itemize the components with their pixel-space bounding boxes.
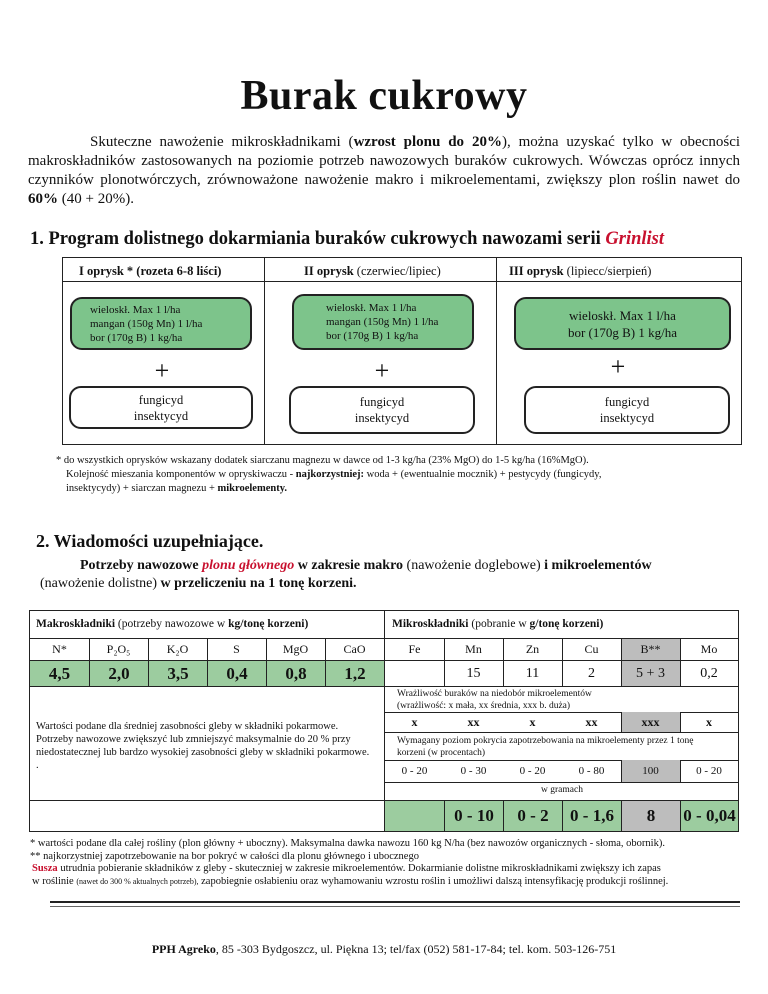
micro-header-mo: Mo xyxy=(700,642,718,656)
macro-col-line xyxy=(325,638,326,660)
macro-title: Makroskładniki (potrzeby nawozowe w kg/tonę korzeni) xyxy=(36,618,309,630)
grams-label: w gramach xyxy=(541,785,583,795)
sensitivity-label: Wrażliwość buraków na niedobór mikroelementów (wrażliwość: x mała, xx średnia, xxx b. duża) xyxy=(397,689,592,711)
pesticide-line: insektycyd xyxy=(354,411,410,425)
program-header-divider xyxy=(62,281,742,282)
macro-col-line xyxy=(266,638,267,660)
micro-col-line xyxy=(680,760,681,782)
grams-mo: 0 - 0,04 xyxy=(680,801,738,831)
coverage-bottom-divider xyxy=(385,782,739,783)
macro-header-mgo: MgO xyxy=(282,642,309,656)
plus-icon-3: + xyxy=(610,352,626,381)
macro-col-line xyxy=(148,638,149,660)
coverage-mn: 0 - 30 xyxy=(460,765,487,777)
pesticide-line: insektycyd xyxy=(599,411,655,425)
intro-paragraph: Skuteczne nawożenie mikroskładnikami (wzrost plonu do 20%), można uzyskać tylko w obecności makroskładników zastosowanych na poziomie potrzeb nawozowych buraków cukrowych. Wówczas oprócz innych czynników plonotwórczych, zrównoważone nawożenie makro i mikroelementami, zwiększy plon roślin nawet do 60% (40 + 20%). xyxy=(28,134,741,207)
grams-cu: 0 - 1,6 xyxy=(562,801,621,831)
page-title: Burak cukrowy xyxy=(240,73,528,119)
sensitivity-zn: x xyxy=(529,714,536,729)
micro-header-zn: Zn xyxy=(525,642,540,656)
section-1-heading: 1. Program dolistnego dokarmiania buraków cukrowych nawozami serii Grinlist xyxy=(30,229,665,249)
micro-col-line xyxy=(680,638,681,686)
grams-b: 8 xyxy=(621,801,680,831)
pesticide-line: fungicyd xyxy=(138,392,184,407)
sensitivity-fe: x xyxy=(411,714,418,729)
footnote-3: Susza utrudnia pobieranie składników z gleby - skuteczniej w zakresie mikroelementów. Dokarmianie dolistne mikroskładnikami zwiększy ich zapas xyxy=(32,863,661,874)
coverage-b: 100 xyxy=(621,760,680,782)
pesticide-line: fungicyd xyxy=(359,395,405,409)
micro-header-cu: Cu xyxy=(584,642,599,656)
sensitivity-cu: xx xyxy=(585,714,598,729)
fertilizer-line: mangan (150g Mn) 1 l/ha xyxy=(90,317,203,330)
macro-col-line xyxy=(207,638,208,660)
fertilizer-box-3 xyxy=(514,297,731,350)
macro-header-s: S xyxy=(233,642,240,656)
micro-uptake-b: 5 + 3 xyxy=(621,661,680,686)
pesticide-box-2 xyxy=(289,386,475,434)
fertilizer-line: bor (170g B) 1 kg/ha xyxy=(567,324,678,340)
micro-col-line xyxy=(621,638,622,686)
macro-value-mgo: 0,8 xyxy=(266,661,325,686)
pesticide-line: fungicyd xyxy=(604,395,650,409)
section-2-heading: 2. Wiadomości uzupełniające. xyxy=(36,531,264,551)
program-col-divider-1 xyxy=(264,257,265,445)
fertilizer-line: wieloskł. Max 1 l/ha xyxy=(326,302,417,314)
macro-header-p2o5: P₂O₅ xyxy=(106,642,131,656)
macro-value-p2o5: 2,0 xyxy=(89,661,148,686)
micro-title: Mikroskładniki (pobranie w g/tonę korzeni) xyxy=(392,618,604,630)
micro-header-b: B** xyxy=(621,639,680,660)
macro-bottom-divider xyxy=(29,800,385,801)
fertilizer-box-2 xyxy=(292,294,474,350)
macro-header-k2o: K₂O xyxy=(166,642,189,656)
micro-header-fe: Fe xyxy=(408,642,421,656)
macro-col-line xyxy=(89,638,90,660)
footer-contact: PPH Agreko, 85 -303 Bydgoszcz, ul. Piękna 13; tel/fax (052) 581-17-84; tel. kom. 503-126-751 xyxy=(151,942,617,956)
coverage-label: Wymagany poziom pokrycia zapotrzebowania na mikroelementy przez 1 tonę korzeni (w procentach) xyxy=(397,736,694,758)
micro-col-line xyxy=(444,638,445,686)
macro-value-s: 0,4 xyxy=(207,661,266,686)
footnote-1: * wartości podane dla całej rośliny (plon główny + uboczny). Maksymalna dawka nawozu 160 kg N/ha (bez nawozów organicznych - słoma, obornik). xyxy=(30,838,665,849)
macro-header-cao: CaO xyxy=(343,642,366,656)
fertilizer-line: bor (170g B) 1 kg/ha xyxy=(90,331,183,344)
col-head-2: II oprysk (czerwiec/lipiec) xyxy=(304,264,441,278)
coverage-mo: 0 - 20 xyxy=(696,765,722,777)
sensitivity-mn: xx xyxy=(467,714,480,729)
fertilizer-line: wieloskł. Max 1 l/ha xyxy=(569,307,676,323)
micro-col-line xyxy=(621,760,622,782)
footnote-2: ** najkorzystniej zapotrzebowanie na bor pokryć w całości dla plonu głównego i ubocznego xyxy=(30,851,419,862)
footnote-4: w roślinie (nawet do 300 % aktualnych potrzeb), zapobiegnie osłabieniu oraz wyhamowaniu wzrostu roślin i umożliwi dalszą intensyfikację produkcji roślinnej. xyxy=(32,876,669,887)
section-2-subheading: Potrzeby nawozowe plonu głównego w zakresie makro (nawożenie doglebowe) i mikroelementów (nawożenie dolistne) w przeliczeniu na 1 tonę korzeni. xyxy=(40,558,652,591)
micro-uptake-mn: 15 xyxy=(466,665,481,681)
micro-col-line xyxy=(562,638,563,686)
sensitivity-bottom-divider xyxy=(385,732,739,733)
micro-col-line xyxy=(621,712,622,732)
fertilizer-line: wieloskł. Max 1 l/ha xyxy=(90,303,181,316)
micro-col-line xyxy=(680,712,681,732)
pesticide-box-1 xyxy=(69,386,253,429)
sensitivity-mo: x xyxy=(706,714,712,729)
micro-col-line xyxy=(503,638,504,686)
grams-zn: 0 - 2 xyxy=(503,801,562,831)
grams-fe xyxy=(385,801,444,831)
macro-note: Wartości podane dla średniej zasobności gleby w składniki pokarmowe. Potrzeby nawozowe zwiększyć lub zmniejszyć maksymalnie do 20 % przy niedostatecznej lub bardzo wysokiej zasobności gleby w składniki pokarmowe. . xyxy=(36,721,370,771)
micro-uptake-fe xyxy=(385,661,444,686)
macro-value-k2o: 3,5 xyxy=(148,661,207,686)
pesticide-line: insektycyd xyxy=(133,408,189,423)
coverage-zn: 0 - 20 xyxy=(519,765,546,777)
macro-value-n: 4,5 xyxy=(30,661,89,686)
table-values-divider xyxy=(29,686,739,687)
program-footnote: * do wszystkich oprysków wskazany dodatek siarczanu magnezu w dawce od 1-3 kg/ha (23% MgO) do 1-5 kg/ha (16%MgO). Kolejność mieszania komponentów w opryskiwaczu - najkorzystniej: woda + (ewentualnie mocznik) + pestycydy (fungicydy, insektycydy) + siarczan magnezu + mikroelementy. xyxy=(56,455,602,494)
coverage-fe: 0 - 20 xyxy=(401,765,428,777)
col-head-3: III oprysk (lipiecc/sierpień) xyxy=(509,264,652,278)
micro-uptake-mo: 0,2 xyxy=(700,665,718,681)
fertilizer-line: bor (170g B) 1 kg/ha xyxy=(326,330,419,342)
micro-uptake-cu: 2 xyxy=(588,665,595,681)
footer-rule-top xyxy=(50,901,740,903)
micro-uptake-zn: 11 xyxy=(525,665,540,681)
plus-icon-1: + xyxy=(154,356,170,385)
fertilizer-box-1 xyxy=(70,297,252,350)
grams-mn: 0 - 10 xyxy=(444,801,503,831)
macro-value-cao: 1,2 xyxy=(325,661,384,686)
footer-rule-bottom xyxy=(50,906,740,907)
micro-header-mn: Mn xyxy=(465,642,482,656)
pesticide-box-3 xyxy=(524,386,730,434)
program-col-divider-2 xyxy=(496,257,497,445)
coverage-cu: 0 - 80 xyxy=(578,765,605,777)
fertilizer-line: mangan (150g Mn) 1 l/ha xyxy=(326,316,439,328)
plus-icon-2: + xyxy=(374,356,390,385)
sensitivity-b: xxx xyxy=(621,712,680,732)
col-head-1: I oprysk * (rozeta 6-8 liści) xyxy=(79,264,222,278)
macro-header-n: N* xyxy=(52,642,67,656)
